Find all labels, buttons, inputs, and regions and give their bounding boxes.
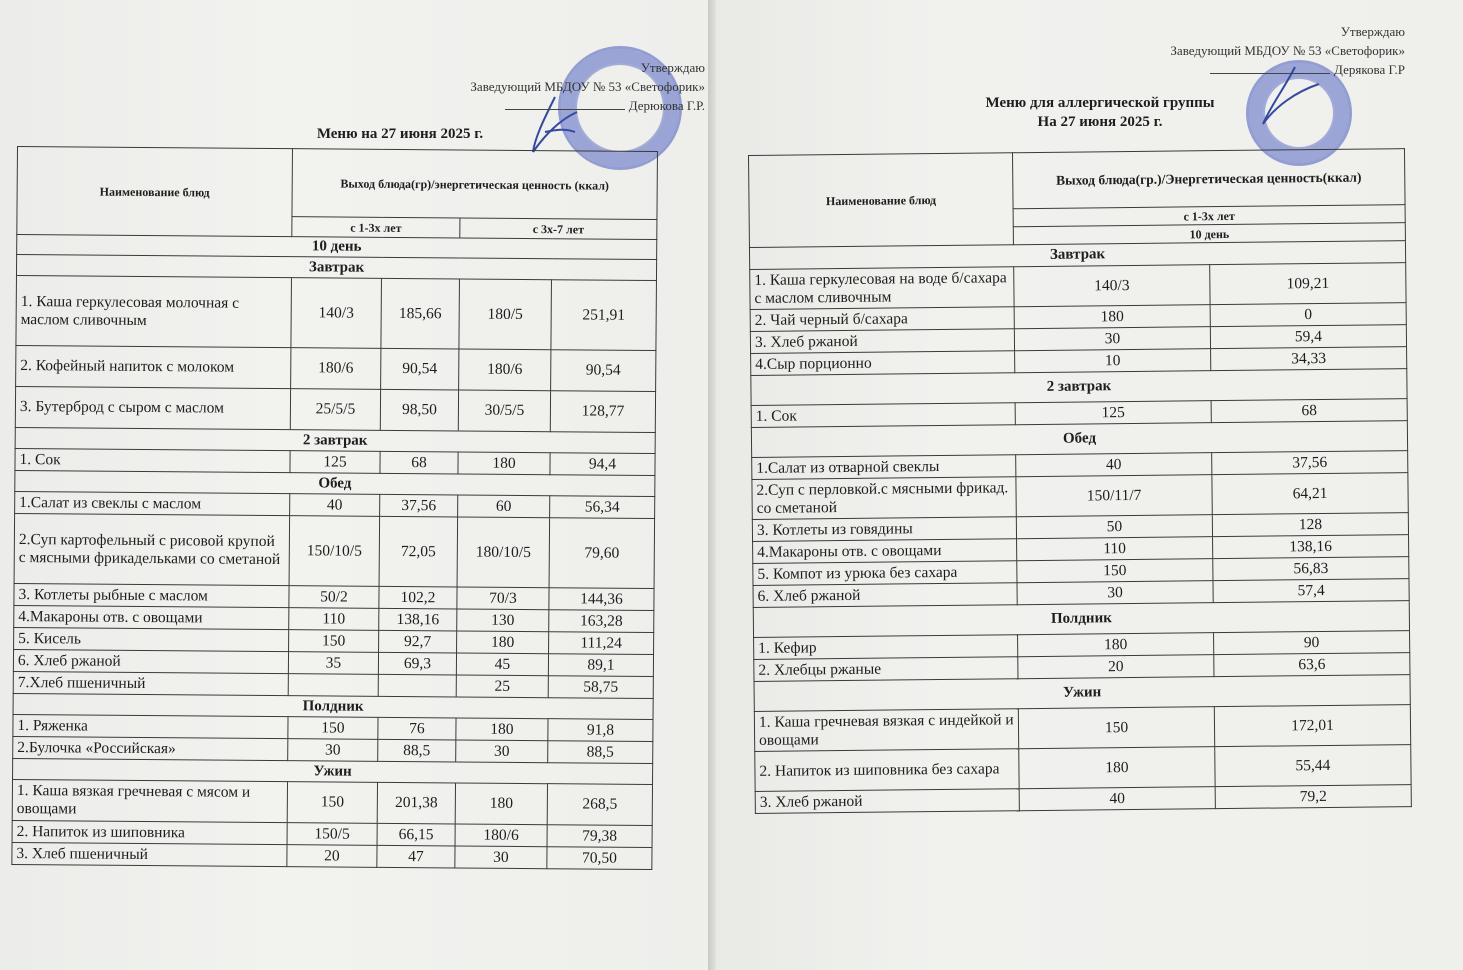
left-day-label: 10 день [17, 235, 657, 260]
dish-value: 150/11/7 [1016, 475, 1212, 517]
table-row [12, 842, 652, 869]
dish-value: 89,1 [548, 654, 653, 677]
dish-name: 3. Хлеб ржаной [750, 329, 1014, 354]
dish-value: 68 [380, 451, 458, 474]
dish-value: 40 [1016, 453, 1212, 477]
dish-value: 69,3 [378, 652, 456, 675]
dish-value: 35 [288, 652, 378, 675]
dish-value: 30 [288, 739, 378, 762]
dish-name: 5. Кисель [14, 627, 289, 651]
dish-value: 50 [1016, 515, 1212, 539]
right-page-title [930, 94, 1270, 132]
dish-value: 144,36 [549, 588, 654, 611]
left-header-age-3-7: с 3х-7 лет [460, 218, 657, 240]
dish-value: 111,24 [549, 632, 654, 655]
dish-value: 138,16 [1213, 535, 1409, 559]
table-row [16, 345, 656, 391]
section-title: Завтрак [16, 255, 656, 281]
dish-value: 47 [377, 845, 455, 868]
dish-value: 45 [456, 653, 548, 676]
dish-value: 60 [458, 495, 550, 518]
dish-name: 1. Кефир [754, 635, 1018, 660]
left-header-output-col: Выход блюда(гр)/энергетическая ценность (ккал) [292, 149, 658, 220]
right-header-output-col: Выход блюда(гр.)/Энергетическая ценность(ккал) [1012, 149, 1405, 209]
left-header-name-col: Наименование блюд [17, 147, 293, 237]
dish-name: 3. Котлеты рыбные с маслом [14, 583, 289, 607]
dish-value: 150 [287, 782, 377, 824]
right-menu-table [748, 148, 1412, 814]
dish-value: 66,15 [377, 823, 455, 846]
table-row [750, 263, 1406, 310]
dish-value: 20 [287, 845, 377, 868]
dish-value: 30/5/5 [458, 390, 550, 432]
dish-value [378, 674, 456, 697]
dish-value: 70,50 [547, 847, 652, 870]
dish-value: 201,38 [377, 782, 455, 824]
dish-name: 4.Сыр порционно [751, 351, 1015, 376]
right-signature-line [1210, 73, 1330, 74]
dish-value: 150 [1018, 707, 1214, 749]
dish-value: 88,5 [548, 741, 653, 764]
table-row [755, 745, 1411, 792]
dish-value: 0 [1210, 303, 1406, 327]
dish-value: 91,8 [548, 719, 653, 742]
dish-name: 1.Салат из отварной свеклы [752, 455, 1016, 480]
dish-value: 130 [457, 609, 549, 632]
dish-value: 94,4 [550, 453, 655, 476]
left-approval-name: Дерюкова Г.Р. [628, 98, 705, 113]
right-title-line-1: Меню для аллергической группы [985, 95, 1215, 111]
dish-value: 68 [1211, 399, 1407, 423]
dish-name: 6. Хлеб ржаной [753, 583, 1017, 608]
section-title: Обед [751, 421, 1407, 458]
table-row [754, 705, 1410, 752]
dish-name: 3. Котлеты из говядины [752, 517, 1016, 542]
section-title: Полдник [753, 601, 1409, 638]
section-title: 2 завтрак [751, 369, 1407, 406]
left-menu-table [11, 146, 658, 870]
table-row [12, 779, 652, 825]
dish-value: 180 [457, 631, 549, 654]
dish-name: 4.Макароны отв. с овощами [753, 539, 1017, 564]
dish-value: 268,5 [547, 784, 652, 826]
dish-value: 40 [290, 494, 380, 517]
section-title: 2 завтрак [15, 427, 655, 453]
dish-value: 180/6 [291, 348, 381, 390]
dish-name: 1. Каша гречневая вязкая с индейкой и овощами [754, 709, 1018, 752]
dish-value: 172,01 [1214, 705, 1410, 747]
dish-value: 50/2 [289, 586, 379, 609]
right-header-age-1-3: с 1-3х лет [1013, 205, 1405, 227]
table-row [14, 513, 655, 588]
dish-name: 2.Суп с перловкой.с мясными фрикад. со сметаной [752, 477, 1016, 520]
dish-name: 7.Хлеб пшеничный [13, 671, 288, 695]
dish-value: 30 [1017, 581, 1213, 605]
left-signature-line [505, 109, 625, 110]
dish-value: 79,60 [549, 518, 655, 589]
table-row [15, 386, 655, 432]
left-header-age-1-3: с 1-3х лет [292, 217, 460, 238]
dish-name: 2. Чай черный б/сахара [750, 307, 1014, 332]
dish-name: 1. Каша геркулесовая на воде б/сахара с маслом сливочным [750, 267, 1014, 310]
dish-value: 125 [290, 451, 380, 474]
dish-value: 140/3 [291, 278, 382, 349]
dish-value: 90,54 [551, 350, 656, 392]
dish-value: 180 [1014, 305, 1210, 329]
dish-name: 1.Салат из свеклы с маслом [15, 491, 290, 515]
dish-value: 180/6 [455, 824, 547, 847]
right-header-day: 10 день [1013, 223, 1405, 245]
dish-value: 56,83 [1213, 557, 1409, 581]
dish-name: 2. Напиток из шиповника без сахара [755, 749, 1019, 792]
dish-value: 102,2 [379, 586, 457, 609]
dish-value: 180 [1019, 747, 1215, 789]
dish-value: 125 [1015, 401, 1211, 425]
dish-value: 25/5/5 [290, 389, 380, 431]
dish-value [288, 674, 378, 697]
dish-name: 2. Напиток из шиповника [12, 820, 287, 844]
dish-name: 1. Сок [15, 448, 290, 472]
dish-value: 58,75 [548, 676, 653, 699]
dish-name: 3. Бутерброд с сыром с маслом [15, 386, 290, 429]
dish-value: 150/5 [287, 823, 377, 846]
left-page-title: Меню на 27 июня 2025 г. [316, 126, 484, 142]
left-approval-position: Заведующий МБДОУ № 53 «Светофорик» [470, 79, 705, 94]
dish-value: 138,16 [379, 608, 457, 631]
section-title: Ужин [13, 758, 653, 784]
section-title: Обед [15, 470, 655, 496]
dish-name: 2.Суп картофельный с рисовой крупой с мясными фрикадельками со сметаной [14, 513, 290, 585]
dish-value: 76 [378, 717, 456, 740]
dish-value: 37,56 [1212, 451, 1408, 475]
dish-value: 180 [456, 718, 548, 741]
left-approval-block [360, 58, 705, 115]
section-title: Ужин [754, 675, 1410, 712]
dish-value: 88,5 [378, 739, 456, 762]
dish-value: 150 [288, 717, 378, 740]
dish-value: 64,21 [1212, 473, 1408, 515]
dish-value: 20 [1018, 655, 1214, 679]
dish-value: 110 [1017, 537, 1213, 561]
dish-value: 180/5 [459, 279, 552, 350]
dish-value: 251,91 [551, 280, 657, 351]
dish-value: 109,21 [1210, 263, 1406, 305]
dish-name: 3. Хлеб пшеничный [12, 842, 287, 866]
dish-value: 30 [1014, 327, 1210, 351]
dish-value: 63,6 [1214, 653, 1410, 677]
dish-name: 1. Сок [751, 403, 1015, 428]
dish-value: 98,50 [380, 389, 458, 431]
dish-value: 37,56 [380, 494, 458, 517]
dish-value: 10 [1015, 349, 1211, 373]
dish-name: 5. Компот из урюка без сахара [753, 561, 1017, 586]
dish-name: 1. Ряженка [13, 714, 288, 738]
right-approval-name: Дерякова Г.Р [1334, 62, 1405, 77]
dish-value: 180 [455, 783, 547, 825]
dish-value: 56,34 [550, 496, 655, 519]
dish-name: 6. Хлеб ржаной [13, 649, 288, 673]
table-row [16, 275, 657, 350]
dish-value: 150 [289, 630, 379, 653]
dish-value: 180 [458, 452, 550, 475]
dish-value: 90,54 [381, 348, 459, 390]
left-approval-word: Утверждаю [640, 60, 705, 75]
dish-value: 180/10/5 [457, 517, 550, 588]
dish-value: 110 [289, 608, 379, 631]
dish-value: 57,4 [1213, 579, 1409, 603]
dish-value: 150/10/5 [289, 516, 380, 587]
dish-value: 30 [455, 846, 547, 869]
dish-value: 140/3 [1014, 265, 1210, 307]
dish-name: 1. Каша вязкая гречневая с мясом и овощами [12, 779, 287, 822]
right-approval-word: Утверждаю [1340, 24, 1405, 39]
dish-value: 92,7 [379, 630, 457, 653]
dish-name: 3. Хлеб ржаной [755, 789, 1019, 814]
right-title-line-2: На 27 июня 2025 г. [1037, 114, 1163, 130]
right-header-name-col: Наименование блюд [749, 153, 1014, 248]
dish-value: 25 [456, 675, 548, 698]
dish-value: 70/3 [457, 587, 549, 610]
section-title: Полдник [13, 693, 653, 719]
dish-value: 34,33 [1211, 347, 1407, 371]
section-title: Завтрак [749, 241, 1405, 270]
dish-value: 79,38 [547, 825, 652, 848]
dish-value: 30 [456, 740, 548, 763]
dish-name: 2.Булочка «Российская» [13, 736, 288, 760]
dish-value: 90 [1214, 631, 1410, 655]
dish-value: 128 [1212, 513, 1408, 537]
right-approval-position: Заведующий МБДОУ № 53 «Светофорик» [1170, 43, 1405, 58]
dish-value: 55,44 [1215, 745, 1411, 787]
dish-value: 180/6 [459, 349, 551, 391]
page-fold [708, 0, 716, 970]
dish-value: 59,4 [1210, 325, 1406, 349]
dish-value: 185,66 [381, 278, 460, 349]
dish-value: 72,05 [379, 516, 458, 587]
dish-value: 180 [1018, 633, 1214, 657]
right-approval-block [1060, 22, 1405, 79]
dish-name: 1. Каша геркулесовая молочная с маслом сливочным [16, 275, 292, 347]
dish-value: 79,2 [1215, 785, 1411, 809]
dish-name: 4.Макароны отв. с овощами [14, 605, 289, 629]
dish-value: 163,28 [549, 610, 654, 633]
table-row [752, 473, 1408, 520]
dish-value: 150 [1017, 559, 1213, 583]
dish-value: 40 [1019, 787, 1215, 811]
dish-name: 2. Кофейный напиток с молоком [16, 345, 291, 388]
dish-name: 2. Хлебцы ржаные [754, 657, 1018, 682]
dish-value: 128,77 [550, 391, 655, 433]
